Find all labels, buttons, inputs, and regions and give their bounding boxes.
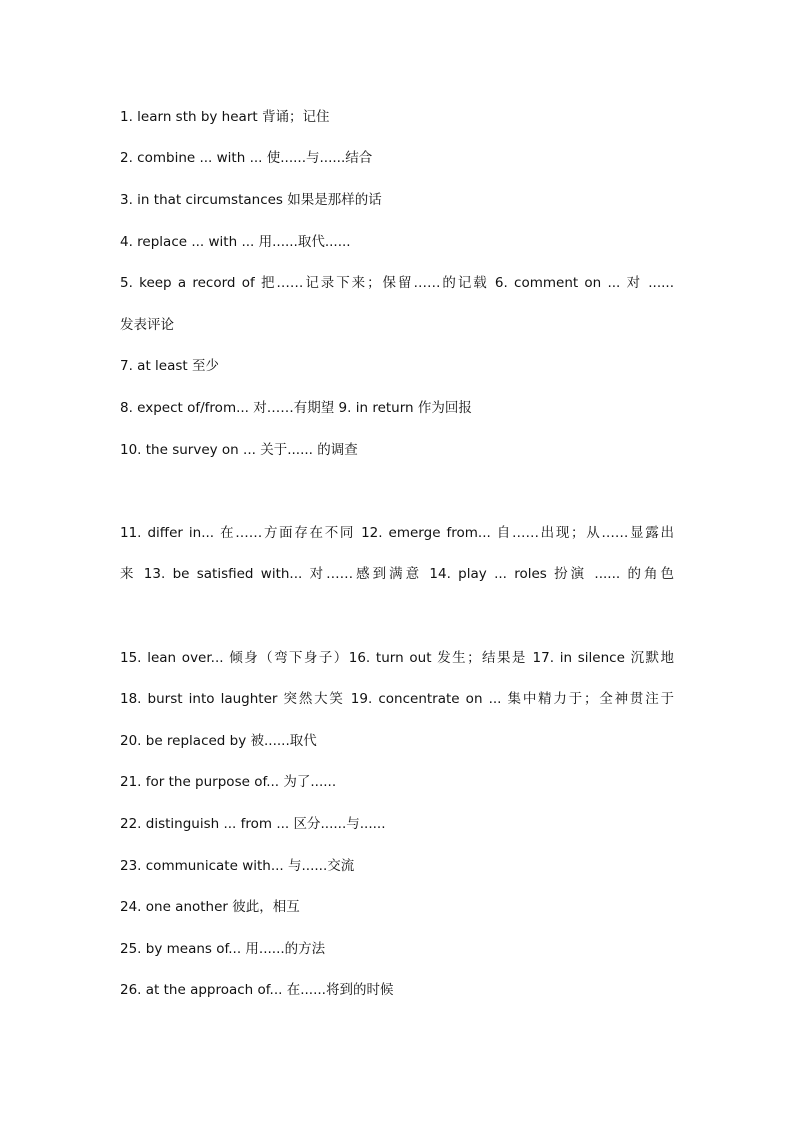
phrase-line-26: 26. at the approach of... 在......将到的时候	[120, 982, 394, 998]
phrase-line-3: 3. in that circumstances 如果是那样的话	[120, 192, 382, 208]
phrase-line-8-9: 8. expect of/from... 对……有期望 9. in return 作为回报	[120, 400, 472, 416]
phrase-line-23: 23. communicate with... 与......交流	[120, 858, 355, 874]
phrase-line-21: 21. for the purpose of... 为了......	[120, 774, 337, 790]
phrase-line-10: 10. the survey on ... 关于...... 的调查	[120, 442, 358, 458]
phrase-line-15-17: 15. lean over... 倾身（弯下身子）16. turn out 发生；结果是 17. in silence 沉默地	[120, 650, 674, 666]
phrase-line-4: 4. replace ... with ... 用......取代......	[120, 234, 351, 250]
phrase-line-6-cont: 发表评论	[120, 317, 174, 333]
phrase-line-2: 2. combine ... with ... 使......与......结合	[120, 150, 373, 166]
phrase-line-11-12: 11. differ in... 在……方面存在不同 12. emerge from... 自……出现；从……显露出	[120, 525, 674, 541]
phrase-line-18-19: 18. burst into laughter 突然大笑 19. concentrate on ... 集中精力于；全神贯注于	[120, 691, 674, 707]
phrase-line-1: 1. learn sth by heart 背诵；记住	[120, 109, 330, 125]
phrase-line-25: 25. by means of... 用......的方法	[120, 941, 326, 957]
phrase-line-13-14: 来 13. be satisfied with... 对……感到满意 14. play ... roles 扮演 ...... 的角色	[120, 566, 674, 582]
phrase-line-24: 24. one another 彼此，相互	[120, 899, 300, 915]
phrase-line-20: 20. be replaced by 被......取代	[120, 733, 317, 749]
phrase-line-5-6: 5. keep a record of 把……记录下来；保留……的记载 6. comment on ... 对 ......	[120, 275, 674, 291]
phrase-line-7: 7. at least 至少	[120, 358, 219, 374]
phrase-line-22: 22. distinguish ... from ... 区分......与......	[120, 816, 386, 832]
